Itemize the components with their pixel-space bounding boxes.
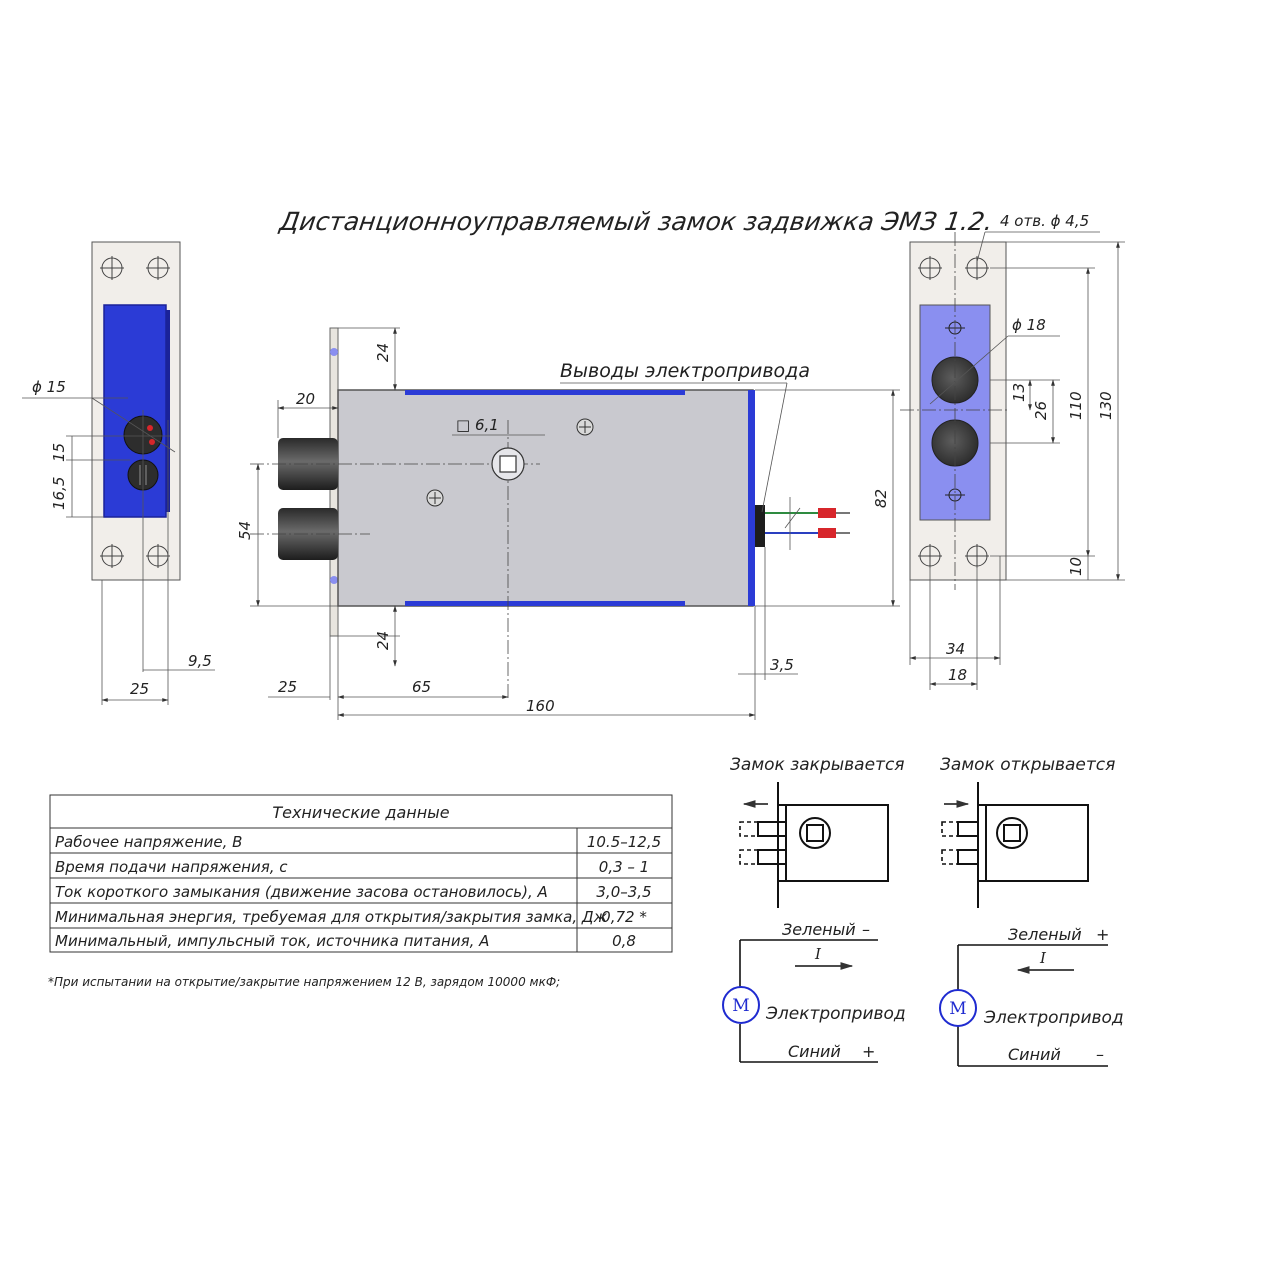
left-dim-16-5: 16,5 <box>50 476 68 510</box>
right-holes-note: 4 отв. ϕ 4,5 <box>1000 212 1090 230</box>
table-row-value: 0,72 * <box>601 908 647 926</box>
front-dim-54: 54 <box>236 520 254 540</box>
scheme-closing <box>723 755 906 1062</box>
front-dim-65: 65 <box>412 678 432 696</box>
wire-blue-sign: + <box>862 1042 876 1061</box>
scheme-opening <box>940 755 1124 1066</box>
left-dim-25: 25 <box>130 680 150 698</box>
current-label: I <box>815 945 821 963</box>
front-dim-20: 20 <box>296 390 316 408</box>
table-row-param: Рабочее напряжение, В <box>55 833 243 851</box>
table-footnote: *При испытании на открытие/закрытие напряжением 12 В, зарядом 10000 мкФ; <box>48 975 561 989</box>
scheme-caption: Замок закрывается <box>730 755 905 775</box>
table-header: Технические данные <box>272 803 450 822</box>
drawing-title: Дистанционноуправляемый замок задвижка ЭМЗ 1.2. <box>277 207 995 236</box>
motor-letter: M <box>732 996 750 1016</box>
wire-blue-sign: – <box>1096 1045 1104 1064</box>
table-row-value: 3,0–3,5 <box>596 883 652 901</box>
front-dim-82: 82 <box>872 488 890 508</box>
right-dim-18: 18 <box>948 666 968 684</box>
right-dim-13: 13 <box>1010 382 1028 402</box>
table-row-value: 10.5–12,5 <box>586 833 662 851</box>
wire-green-label: Зеленый <box>782 920 856 939</box>
wire-green-label: Зеленый <box>1008 925 1082 944</box>
scheme-caption: Замок открывается <box>940 755 1116 775</box>
drive-label: Электропривод <box>766 1004 906 1024</box>
right-dim-10: 10 <box>1067 556 1085 576</box>
wire-green-sign: + <box>1096 925 1110 944</box>
right-dim-130: 130 <box>1097 391 1115 420</box>
right-dim-phi18: ϕ 18 <box>1012 316 1046 334</box>
right-view <box>900 212 1125 690</box>
wire-outlet <box>755 505 765 547</box>
wire-blue-label: Синий <box>1008 1045 1061 1064</box>
table-row-value: 0,8 <box>612 932 636 950</box>
table-row-param: Ток короткого замыкания (движение засова остановилось), А <box>55 883 548 901</box>
right-dim-34: 34 <box>946 640 966 658</box>
left-view <box>22 242 215 705</box>
table-row-param: Минимальный, импульсный ток, источника питания, А <box>55 932 490 950</box>
current-label: I <box>1040 949 1046 967</box>
right-dim-110: 110 <box>1067 391 1085 420</box>
table-rows <box>55 833 661 950</box>
table-row-param: Время подачи напряжения, с <box>55 858 288 876</box>
tech-data-table <box>48 795 672 989</box>
front-dim-24-top: 24 <box>374 342 392 362</box>
front-dim-24-bottom: 24 <box>374 630 392 650</box>
front-dim-3-5: 3,5 <box>770 656 794 674</box>
left-dim-15: 15 <box>50 442 68 462</box>
front-dim-square: □ 6,1 <box>456 416 499 434</box>
table-row-param: Минимальная энергия, требуемая для открытия/закрытия замка, Дж <box>55 908 608 926</box>
motor-letter: M <box>949 999 967 1019</box>
label-outputs: Выводы электропривода <box>560 360 810 382</box>
right-dim-26: 26 <box>1032 400 1050 420</box>
front-view <box>236 328 900 720</box>
front-housing <box>338 390 753 606</box>
front-dim-160: 160 <box>526 697 555 715</box>
left-dim-diameter: ϕ 15 <box>32 378 66 396</box>
drive-label: Электропривод <box>984 1008 1124 1028</box>
wire-green-sign: – <box>862 920 870 939</box>
wire-blue-label: Синий <box>788 1042 841 1061</box>
table-row-value: 0,3 – 1 <box>598 858 650 876</box>
left-dim-9-5: 9,5 <box>188 652 212 670</box>
front-dim-25: 25 <box>278 678 298 696</box>
